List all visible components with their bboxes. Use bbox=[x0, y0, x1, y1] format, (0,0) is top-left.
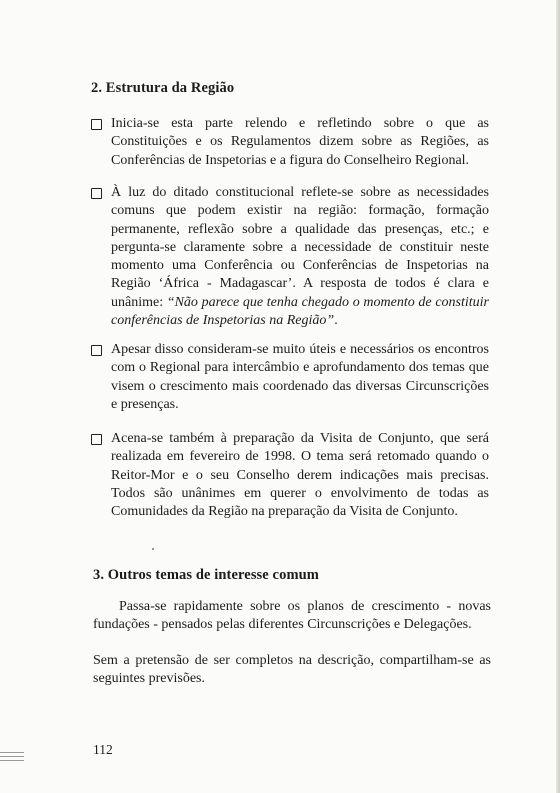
quoted-response: “Não parece que tenha chegado o momento de constituir conferências de Inspetorias na Região” bbox=[111, 294, 489, 329]
list-item-text bbox=[111, 184, 489, 330]
binding-marks bbox=[0, 752, 24, 772]
list-item bbox=[91, 184, 489, 330]
binding-line bbox=[0, 756, 24, 757]
checkbox-bullet-icon bbox=[91, 188, 102, 199]
list-item-body: À luz do ditado constitucional reflete-se sobre as necessidades comuns que podem existir na região: formação, formação permanente, reflexão sobre a qualidade das presenças, etc.; e pergunta-se claramente sobre a necessidade de constituir neste momento uma Conferência ou Conferências de Inspetorias na Região ‘África - Madagascar’. A resposta de todos é clara e unânime: bbox=[111, 185, 489, 310]
paragraph: Sem a pretensão de ser completos na descrição, compartilham-se as seguintes previsões. bbox=[93, 653, 491, 687]
binding-line bbox=[0, 752, 24, 753]
checkbox-bullet-icon bbox=[91, 345, 102, 356]
section-heading-outros-temas: 3. Outros temas de interesse comum bbox=[93, 567, 319, 583]
list-item bbox=[91, 430, 489, 521]
list-item bbox=[91, 341, 489, 414]
binding-line bbox=[0, 760, 24, 761]
paragraph: Passa-se rapidamente sobre os planos de crescimento - novas fundações - pensados pelas diferentes Circunscrições e Delegações. bbox=[93, 599, 491, 633]
page-number: 112 bbox=[93, 742, 113, 757]
checkbox-bullet-icon bbox=[91, 119, 102, 130]
list-item-text: Inicia-se esta parte relendo e refletindo sobre o que as Constituições e os Regulamentos dizem sobre as Regiões, as Conferências de Inspetorias e a figura do Conselheiro Regional. bbox=[111, 116, 489, 168]
section-heading-estrutura: 2. Estrutura da Região bbox=[91, 80, 235, 96]
list-item-end: . bbox=[334, 313, 338, 329]
page-edge-shadow bbox=[556, 0, 560, 793]
checkbox-bullet-icon bbox=[91, 434, 102, 445]
list-item-text: Apesar disso consideram-se muito úteis e necessários os encontros com o Regional para intercâmbio e aprofundamento dos temas que visem o crescimento mais coordenado das diversas Circunscrições e presenças. bbox=[111, 342, 489, 412]
speck-mark bbox=[152, 548, 154, 550]
list-item bbox=[91, 115, 489, 170]
list-item-text: Acena-se também à preparação da Visita de Conjunto, que será realizada em fevereiro de 1998. O tema será retomado quando o Reitor-Mor e o seu Conselho derem indicações mais precisas. Todos são unânimes em querer o envolvimento de todas as Comunidades da Região na preparação da Visita de Conjunto. bbox=[111, 431, 489, 520]
